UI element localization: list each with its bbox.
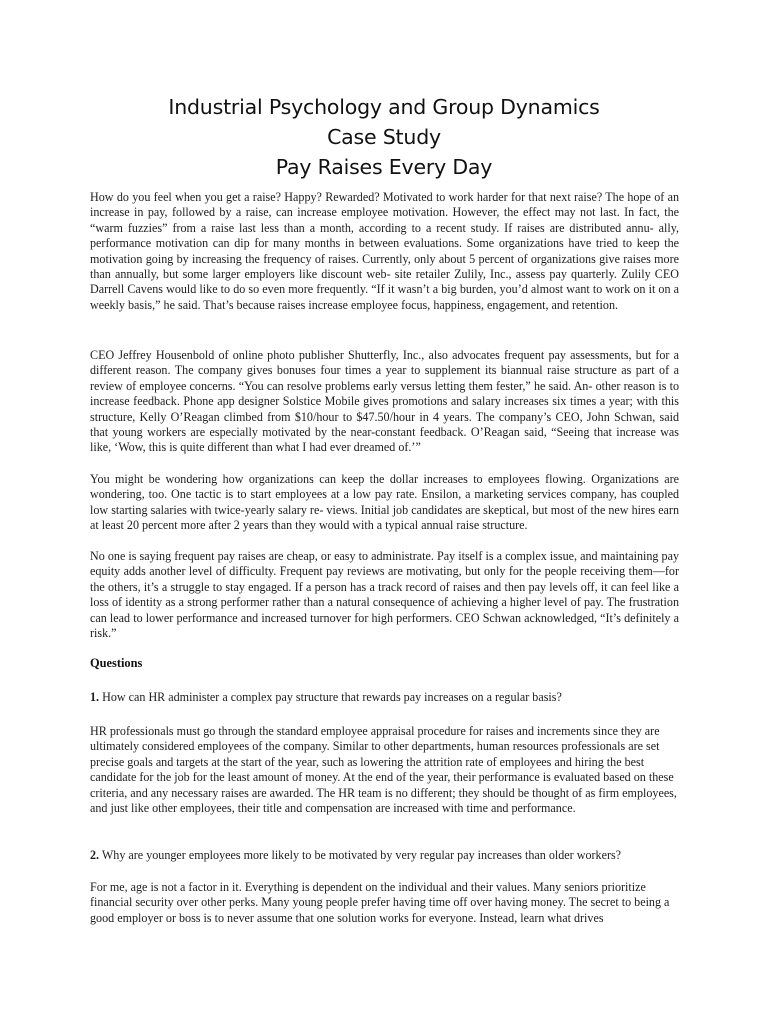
paragraph-shutterfly: CEO Jeffrey Housenbold of online photo publisher Shutterfly, Inc., also advocates frequent pay assessments, but for a different reason. The company gives bonuses four times a year to supplement its biannual raise structure as part of a review of employee concerns. “You can resolve problems early versus letting them fester,” he said. An- other reason is to increase feedback. Phone app designer Solstice Mobile gives promotions and salary increases six times a year; with this structure, Kelly O’Reagan climbed from $10/hour to $47.50/hour in 4 years. The company’s CEO, John Schwan, said that young workers are especially motivated by the near-constant feedback. O’Reagan said, “Seeing that increase was like, ‘Wow, this is quite different than what I had ever dreamed of.’” (90, 348, 679, 455)
question-1-number: 1. (90, 690, 100, 704)
question-1-text: How can HR administer a complex pay structure that rewards pay increases on a regular basis? (99, 690, 562, 704)
questions-heading: Questions (90, 656, 143, 670)
answer-1: HR professionals must go through the standard employee appraisal procedure for raises and increments since they are ultimately considered employees of the company. Similar to other departments, human resources professionals are set precise goals and targets at the start of the year, such as lowering the attrition rate of employees and hiring the best candidate for the job for the least amount of money. At the end of the year, their performance is evaluated based on these criteria, and any necessary raises are awarded. The HR team is no different; they should be thought of as firm employees, and just like other employees, their title and compensation are increased with time and performance. (90, 724, 677, 816)
answer-2: For me, age is not a factor in it. Everything is dependent on the individual and their values. Many seniors prioritize financial security over other perks. Many young people prefer having time off over having money. The secret to being a good employer or boss is to never assume that one solution works for everyone. Instead, learn what drives (90, 880, 670, 925)
question-2-text: Why are younger employees more likely to be motivated by very regular pay increases than older workers? (99, 848, 622, 862)
question-2-number: 2. (90, 848, 100, 862)
paragraph-pay-equity: No one is saying frequent pay raises are cheap, or easy to administrate. Pay itself is a complex issue, and maintaining pay equity adds another level of difficulty. Frequent pay reviews are motivating, but only for the people receiving them—for the others, it’s a struggle to stay engaged. If a person has a track record of raises and then pay levels off, it can feel like a loss of identity as a strong performer rather than a natural consequence of achieving a higher level of pay. The frustration can lead to lower performance and increased turnover for high performers. CEO Schwan acknowledged, “It’s definitely a risk.” (90, 549, 679, 641)
title-line-topic: Pay Raises Every Day (275, 155, 493, 179)
question-2 (90, 848, 679, 863)
title-line-course: Industrial Psychology and Group Dynamics (168, 95, 600, 119)
title-line-case-study: Case Study (327, 125, 441, 149)
paragraph-ensilon: You might be wondering how organizations can keep the dollar increases to employees flowing. Organizations are wondering, too. One tactic is to start employees at a low pay rate. Ensilon, a marketing services company, has coupled low starting salaries with twice-yearly salary re- views. Initial job candidates are skeptical, but most of the new hires earn at least 20 percent more after 2 years than they would with a typical annual raise structure. (90, 472, 679, 533)
document-title (0, 92, 768, 182)
paragraph-intro: How do you feel when you get a raise? Happy? Rewarded? Motivated to work harder for that next raise? The hope of an increase in pay, followed by a raise, can increase employee motivation. However, the effect may not last. In fact, the “warm fuzzies” from a raise last less than a month, according to a recent study. If raises are distributed annu- ally, performance motivation can dip for many months in between evaluations. Some organizations have tried to keep the motivation going by increasing the frequency of raises. Currently, only about 5 percent of organizations give raises more than annually, but some larger employers like discount web- site retailer Zulily, Inc., assess pay quarterly. Zulily CEO Darrell Cavens would like to do so even more frequently. “If it wasn’t a big burden, you’d almost want to work on it on a weekly basis,” he said. That’s because raises increase employee focus, happiness, engagement, and retention. (90, 190, 679, 312)
question-1 (90, 690, 679, 705)
